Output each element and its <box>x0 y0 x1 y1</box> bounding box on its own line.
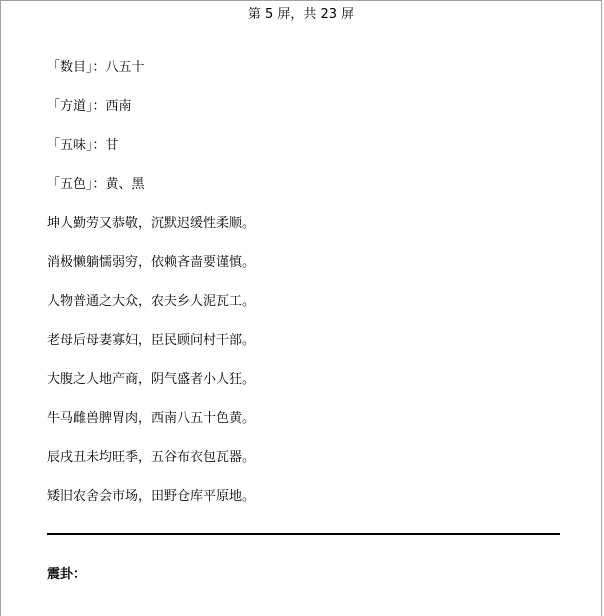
verse-line: 老母后母妻寡妇，臣民顾问村干部。 <box>47 333 256 348</box>
verse-line: 大腹之人地产商，阴气盛者小人狂。 <box>47 372 256 387</box>
section-divider <box>47 533 560 535</box>
verse-line: 矮旧农舍会市场，田野仓库平原地。 <box>47 489 256 504</box>
text-line-taste: 「五味」：甘 <box>47 138 119 153</box>
verse-line: 牛马雌兽脾胃肉，西南八五十色黄。 <box>47 411 256 426</box>
verse-line: 人物普通之大众，农夫乡人泥瓦工。 <box>47 294 256 309</box>
text-line-direction: 「方道」：西南 <box>47 99 132 114</box>
verse-line: 消极懒躺懦弱穷，依赖吝啬要谨慎。 <box>47 255 256 270</box>
text-line-number: 「数目」：八五十 <box>47 60 145 75</box>
text-line-color: 「五色」：黄、黑 <box>47 177 145 192</box>
verse-line: 辰戌丑未均旺季，五谷布衣包瓦器。 <box>47 450 256 465</box>
page-indicator: 第 5 屏，共 23 屏 <box>247 7 355 22</box>
verse-line: 坤人勤劳又恭敬，沉默迟缓性柔顺。 <box>47 216 256 231</box>
document-body <box>47 59 567 527</box>
section-heading: 震卦： <box>47 567 87 582</box>
